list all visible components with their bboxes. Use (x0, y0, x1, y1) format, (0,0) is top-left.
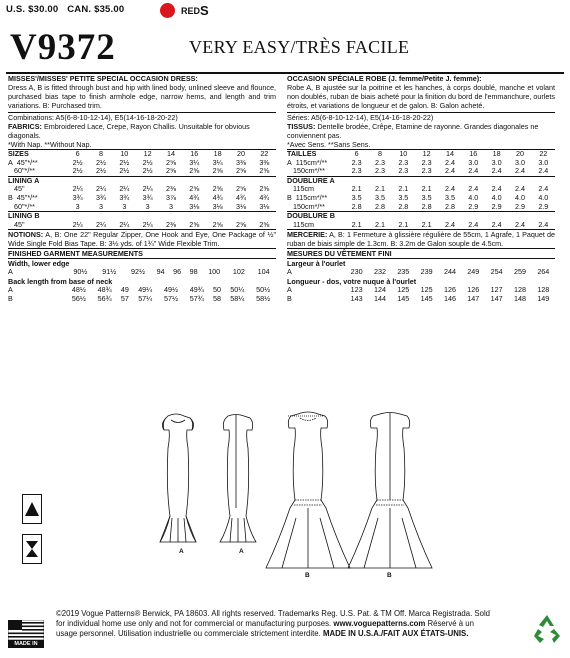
fr-title: OCCASION SPÉCIALE ROBE (J. femme/Petite J. femme): (287, 74, 482, 83)
table-cell: 2¼ (95, 219, 106, 229)
size-header: 16 (469, 149, 478, 158)
table-cell: 235 (397, 267, 410, 277)
table-cell: 2½ (95, 166, 106, 176)
table-cell: 3 (75, 201, 80, 211)
en-sizes-label: SIZES (8, 149, 29, 158)
drawing-label: A (179, 548, 184, 555)
drawing-a-back (220, 415, 256, 543)
table-cell: 2.9 (468, 201, 479, 211)
table-cell: 3⅛ (259, 201, 270, 211)
footer-line2b-text: Réservé à un (427, 618, 474, 628)
table-cell: 144 (373, 293, 386, 303)
table-cell: 2.3 (421, 166, 432, 176)
drawing-a-front (160, 414, 196, 542)
fr-back-length-label: Longueur - dos, votre nuque à l'ourlet (287, 276, 417, 286)
fr-fabrics-label: TISSUS: (287, 122, 316, 131)
difficulty-label: VERY EASY/TRÈS FACILE (189, 37, 410, 57)
table-cell: 239 (420, 267, 433, 277)
table-cell: 127 (490, 284, 503, 294)
table-cell: 3¾ (142, 192, 153, 202)
table-cell: 90½ (73, 267, 88, 277)
table-cell: 125 (420, 284, 433, 294)
table-cell: 2½ (72, 157, 83, 167)
table-cell: 2.3 (351, 166, 362, 176)
row-label: 150cm*/** (287, 166, 325, 176)
table-cell: 58½ (256, 293, 271, 303)
footer-line1: ©2019 Vogue Patterns® Berwick, PA 18603. All rights reserved. Trademarks Reg. U.S. Pat. & TM Off. Marca Registrada. Sold (56, 609, 491, 618)
table-cell: 3.0 (468, 157, 479, 167)
table-cell: 94 (156, 267, 165, 277)
table-cell: 2.1 (398, 184, 409, 194)
table-cell: 56½ (71, 293, 86, 303)
table-cell: 2.9 (491, 201, 502, 211)
en-notions-label: NOTIONS: (8, 230, 44, 240)
row-label: B (8, 293, 13, 303)
table-cell: 2⅜ (165, 219, 176, 229)
table-cell: 2⅝ (189, 184, 200, 194)
table-cell: 2.9 (538, 201, 549, 211)
table-cell: 2.3 (374, 166, 385, 176)
table-cell: 2.8 (351, 201, 362, 211)
en-fabrics-text: Embroidered Lace, Crepe, Rayon Challis. Unsuitable for obvious diagonals. (8, 122, 250, 140)
table-cell: 147 (490, 293, 503, 303)
table-cell: 2¼ (142, 184, 153, 194)
fr-fabrics (287, 122, 555, 140)
table-cell: 56¾ (97, 293, 112, 303)
table-cell: 125 (397, 284, 410, 294)
row-label: A (287, 267, 292, 277)
table-cell: 3.5 (421, 192, 432, 202)
table-cell: 4¾ (189, 192, 200, 202)
size-header: 20 (236, 149, 245, 158)
drawing-label: B (305, 572, 310, 579)
section-label: LINING A (8, 176, 276, 185)
size-header: 14 (445, 149, 454, 158)
size-letter: S (200, 3, 209, 18)
table-cell: 4¾ (235, 192, 246, 202)
table-cell: 2⅝ (212, 219, 223, 229)
table-cell: 2.4 (468, 166, 479, 176)
size-header: 10 (399, 149, 408, 158)
table-cell: 3⅛ (189, 201, 200, 211)
table-cell: 48½ (71, 284, 86, 294)
drawing-b-back (348, 413, 432, 569)
table-row (8, 295, 276, 304)
table-cell: 2.3 (398, 166, 409, 176)
drawing-label: B (387, 572, 392, 579)
table-cell: 2.4 (444, 184, 455, 194)
table-cell: 98 (189, 267, 198, 277)
en-fabrics (8, 122, 276, 140)
row-label: 45" (8, 184, 25, 194)
size-header: 18 (213, 149, 222, 158)
row-label: 60"*/** (8, 166, 35, 176)
size-header: 22 (539, 149, 548, 158)
en-finished-heading: FINISHED GARMENT MEASUREMENTS (8, 249, 143, 259)
table-cell: 2.1 (398, 219, 409, 229)
table-cell: 149 (537, 293, 550, 303)
table-cell: 259 (513, 267, 526, 277)
drawing-b-front (266, 412, 350, 568)
price-us: U.S. $30.00 (6, 4, 59, 15)
table-cell: 2⅝ (259, 219, 270, 229)
table-cell: 2⅝ (189, 219, 200, 229)
en-combinations: Combinations: A5(6-8-10-12-14), E5(14-16-18-20-22) (8, 113, 178, 122)
hourglass-icon (22, 534, 42, 564)
table-cell: 49 (120, 284, 129, 294)
row-label: 45" (8, 219, 25, 229)
en-length-table (8, 286, 276, 303)
table-cell: 2.4 (444, 166, 455, 176)
fr-description: Robe A, B ajustée sur la poitrine et les hanches, à corps doublé, manche et volant non doublés, ruban de biais acheté pour la finition du bord de l'emmanchure, ourlets étroits, et variations de longueur et de galon. B: Galon acheté. (287, 83, 555, 110)
fr-length-table (287, 286, 555, 303)
table-cell: 3.5 (351, 192, 362, 202)
french-column (287, 74, 555, 303)
technical-drawings (150, 408, 450, 578)
table-cell: 2½ (72, 166, 83, 176)
table-cell: 126 (443, 284, 456, 294)
fr-notions-text: A, B: 1 Fermeture à glissière régulière de 55cm, 1 Agrafe, 1 Paquet de ruban de biais simple de 1.3cm. B: 3.2m de Galon souple de 4.5cm. (287, 230, 555, 249)
table-cell: 2.8 (444, 201, 455, 211)
made-in-text: MADE IN U.S.A./FAIT AUX ÉTATS-UNIS. (322, 628, 469, 638)
table-cell: 2.4 (468, 219, 479, 229)
size-header: 8 (377, 149, 382, 158)
size-header: 8 (98, 149, 103, 158)
table-cell: 2.4 (491, 219, 502, 229)
table-cell: 2.8 (374, 201, 385, 211)
fr-width-label: Largeur à l'ourlet (287, 259, 346, 269)
table-cell: 2.1 (351, 219, 362, 229)
table-cell: 2.4 (514, 184, 525, 194)
table-cell: 2⅝ (235, 219, 246, 229)
row-label: B 45"*/** (8, 192, 38, 202)
table-row (8, 203, 276, 212)
en-yardage-table (8, 150, 276, 229)
price-line (6, 4, 130, 15)
table-cell: 2.8 (398, 201, 409, 211)
table-cell: 148 (513, 293, 526, 303)
table-cell: 4¾ (212, 192, 223, 202)
table-cell: 230 (350, 267, 363, 277)
table-cell: 2½ (119, 157, 130, 167)
table-cell: 2⅝ (235, 184, 246, 194)
table-cell: 3.5 (398, 192, 409, 202)
table-cell: 123 (350, 284, 363, 294)
table-cell: 3⅛ (235, 201, 246, 211)
table-cell: 2.9 (514, 201, 525, 211)
recycle-icon (530, 612, 564, 646)
table-cell: 50 (213, 284, 221, 294)
table-cell: 2.1 (374, 184, 385, 194)
table-cell: 2.4 (538, 184, 549, 194)
table-cell: 146 (443, 293, 456, 303)
table-cell: 264 (537, 267, 550, 277)
drawing-label: A (239, 548, 244, 555)
table-cell: 57½ (163, 293, 178, 303)
size-header: 6 (75, 149, 80, 158)
table-row (8, 268, 276, 277)
table-cell: 50¼ (230, 284, 245, 294)
table-cell: 2.3 (398, 157, 409, 167)
fr-notions (287, 230, 555, 248)
table-cell: 3¾ (95, 192, 106, 202)
fr-fabrics-text: Dentelle brodée, Crêpe, Etamine de rayonne. Grandes diagonales ne conviennent pas. (287, 122, 539, 140)
en-nap-note: *With Nap. **Without Nap. (8, 140, 92, 149)
table-cell: 92½ (131, 267, 146, 277)
table-cell: 128 (537, 284, 550, 294)
table-cell: 4.0 (538, 192, 549, 202)
table-cell: 2⅝ (259, 166, 270, 176)
section-label: LINING B (8, 212, 276, 221)
table-cell: 3⅜ (259, 157, 270, 167)
table-cell: 2¼ (119, 184, 130, 194)
row-label: A (8, 284, 13, 294)
footer-line3-text: usage personnel. Utilisation industrielle ou commerciale strictement interdite. (56, 628, 321, 638)
table-cell: 91½ (102, 267, 117, 277)
table-cell: 2.4 (538, 219, 549, 229)
table-cell: 57¼ (138, 293, 153, 303)
fr-sizes-label: TAILLES (287, 149, 317, 158)
color-label: RED (181, 6, 201, 16)
table-cell: 2¼ (142, 219, 153, 229)
row-label: B (287, 293, 292, 303)
size-header: 14 (166, 149, 175, 158)
table-cell: 96 (173, 267, 182, 277)
table-cell: 2⅜ (165, 184, 176, 194)
table-cell: 2¼ (95, 184, 106, 194)
table-cell: 3⅛ (212, 201, 223, 211)
table-cell: 58¼ (230, 293, 245, 303)
table-cell: 2½ (119, 166, 130, 176)
table-cell: 2.8 (421, 201, 432, 211)
table-cell: 2¼ (72, 184, 83, 194)
table-cell: 3.0 (491, 157, 502, 167)
en-fabrics-label: FABRICS: (8, 122, 42, 131)
fr-yardage-table (287, 150, 555, 229)
fr-notions-label: MERCERIE: (287, 230, 328, 240)
copyright-footer (56, 609, 526, 638)
table-cell: 147 (467, 293, 480, 303)
table-cell: 3.5 (444, 192, 455, 202)
table-row (287, 167, 555, 176)
table-cell: 2⅝ (165, 157, 176, 167)
en-back-length-label: Back length from base of neck (8, 276, 113, 286)
table-cell: 3 (98, 201, 103, 211)
triangle-up-icon (22, 494, 42, 524)
table-cell: 49¼ (138, 284, 153, 294)
table-cell: 3.0 (538, 157, 549, 167)
table-cell: 2.4 (514, 219, 525, 229)
table-cell: 143 (350, 293, 363, 303)
table-row (287, 295, 555, 304)
table-cell: 2.4 (491, 184, 502, 194)
section-label: DOUBLURE A (287, 176, 555, 185)
table-cell: 57¾ (189, 293, 204, 303)
table-cell: 3.0 (514, 157, 525, 167)
en-title: MISSES'/MISSES' PETITE SPECIAL OCCASION DRESS: (8, 74, 198, 83)
size-header: 12 (422, 149, 431, 158)
footer-line2-text: for individual home use only and not for commercial or manufacturing purposes. (56, 618, 332, 628)
fr-nap-note: *Avec Sens. **Sans Sens. (287, 140, 371, 149)
table-cell: 2⅝ (189, 166, 200, 176)
table-cell: 2⅝ (165, 166, 176, 176)
table-cell: 2.3 (374, 157, 385, 167)
table-cell: 3⅜ (235, 157, 246, 167)
row-label: A (287, 284, 292, 294)
size-header: 12 (143, 149, 152, 158)
table-cell: 50½ (256, 284, 271, 294)
table-cell: 2.4 (514, 166, 525, 176)
english-column (8, 74, 276, 303)
table-cell: 49¾ (189, 284, 204, 294)
price-can: CAN. $35.00 (67, 4, 125, 15)
table-cell: 3 (168, 201, 173, 211)
section-label: DOUBLURE B (287, 212, 555, 221)
table-cell: 2½ (95, 157, 106, 167)
row-label: A 45"*/** (8, 157, 38, 167)
fr-combinations: Séries: A5(6-8-10-12-14), E5(14-16-18-20-22) (287, 113, 434, 122)
website-link[interactable]: www.voguepatterns.com (333, 618, 426, 628)
fr-width-table (287, 268, 555, 277)
size-header: 10 (120, 149, 129, 158)
made-in-usa-flag-icon (8, 620, 44, 655)
footer-line2 (56, 619, 526, 629)
size-header: 16 (190, 149, 199, 158)
table-cell: 244 (443, 267, 456, 277)
en-width-label: Width, lower edge (8, 259, 70, 269)
footer-line3 (56, 629, 526, 639)
row-label: 60"*/** (8, 201, 35, 211)
table-cell: 100 (208, 267, 221, 277)
table-cell: 2.1 (421, 184, 432, 194)
table-cell: 2.4 (444, 157, 455, 167)
table-cell: 2.4 (491, 166, 502, 176)
table-cell: 57 (120, 293, 129, 303)
table-cell: 2.4 (538, 166, 549, 176)
en-notions (8, 230, 276, 248)
table-cell: 249 (467, 267, 480, 277)
table-cell: 254 (490, 267, 503, 277)
size-header: 22 (260, 149, 269, 158)
table-cell: 2½ (142, 157, 153, 167)
en-notions-text: A, B: One 22" Regular Zipper, One Hook and Eye, One Package of ½" Wide Single Fold Bias Tape. B: 3½ yds. of 1¾" Wide Flexible Trim. (8, 230, 276, 249)
table-cell: 2⅝ (212, 184, 223, 194)
row-label: 150cm*/** (287, 201, 325, 211)
table-cell: 3¾ (72, 192, 83, 202)
table-cell: 2.1 (351, 184, 362, 194)
table-cell: 124 (373, 284, 386, 294)
table-cell: 4.0 (468, 192, 479, 202)
table-cell: 48¾ (97, 284, 112, 294)
table-row (8, 167, 276, 176)
flag-text: MADE IN USA (14, 641, 38, 655)
table-cell: 145 (420, 293, 433, 303)
color-dot-icon (160, 3, 175, 18)
table-cell: 2⅝ (212, 166, 223, 176)
table-cell: 3⅞ (165, 192, 176, 202)
table-cell: 2½ (142, 166, 153, 176)
size-header: 6 (354, 149, 359, 158)
table-cell: 3 (145, 201, 150, 211)
table-cell: 2¼ (72, 219, 83, 229)
row-label: 115cm (287, 219, 315, 229)
table-cell: 3¼ (189, 157, 200, 167)
row-label: 115cm (287, 184, 315, 194)
table-cell: 49½ (163, 284, 178, 294)
table-cell: 126 (467, 284, 480, 294)
row-label: A (8, 267, 13, 277)
table-cell: 102 (232, 267, 245, 277)
table-row (287, 268, 555, 277)
table-cell: 58 (213, 293, 221, 303)
table-cell: 2¼ (119, 219, 130, 229)
table-row (8, 221, 276, 230)
table-cell: 128 (513, 284, 526, 294)
table-cell: 3¼ (212, 157, 223, 167)
table-cell: 104 (257, 267, 270, 277)
size-header: 20 (515, 149, 524, 158)
table-cell: 4.0 (514, 192, 525, 202)
table-cell: 3.5 (374, 192, 385, 202)
table-cell: 2.4 (444, 219, 455, 229)
en-description: Dress A, B is fitted through bust and hip with lined body, unlined sleeve and flounce, purchased bias tape to finish armhole edge, narrow hems, and length and trim variations. B: Purchased trim. (8, 83, 276, 110)
table-cell: 3 (122, 201, 127, 211)
table-cell: 4.0 (491, 192, 502, 202)
en-width-table (8, 268, 276, 277)
table-cell: 2.3 (351, 157, 362, 167)
table-cell: 4¾ (259, 192, 270, 202)
pattern-number: V9372 (10, 27, 116, 68)
table-cell: 2.3 (421, 157, 432, 167)
size-header: 18 (492, 149, 501, 158)
table-cell: 2.4 (468, 184, 479, 194)
table-cell: 2⅝ (259, 184, 270, 194)
table-row (287, 221, 555, 230)
table-cell: 145 (397, 293, 410, 303)
table-cell: 2.1 (374, 219, 385, 229)
row-label: A 115cm*/** (287, 157, 328, 167)
table-cell: 3¾ (119, 192, 130, 202)
row-label: B 115cm*/** (287, 192, 328, 202)
table-cell: 232 (373, 267, 386, 277)
table-cell: 2⅝ (235, 166, 246, 176)
table-cell: 2.1 (421, 219, 432, 229)
fr-finished-heading: MESURES DU VÊTEMENT FINI (287, 249, 392, 259)
